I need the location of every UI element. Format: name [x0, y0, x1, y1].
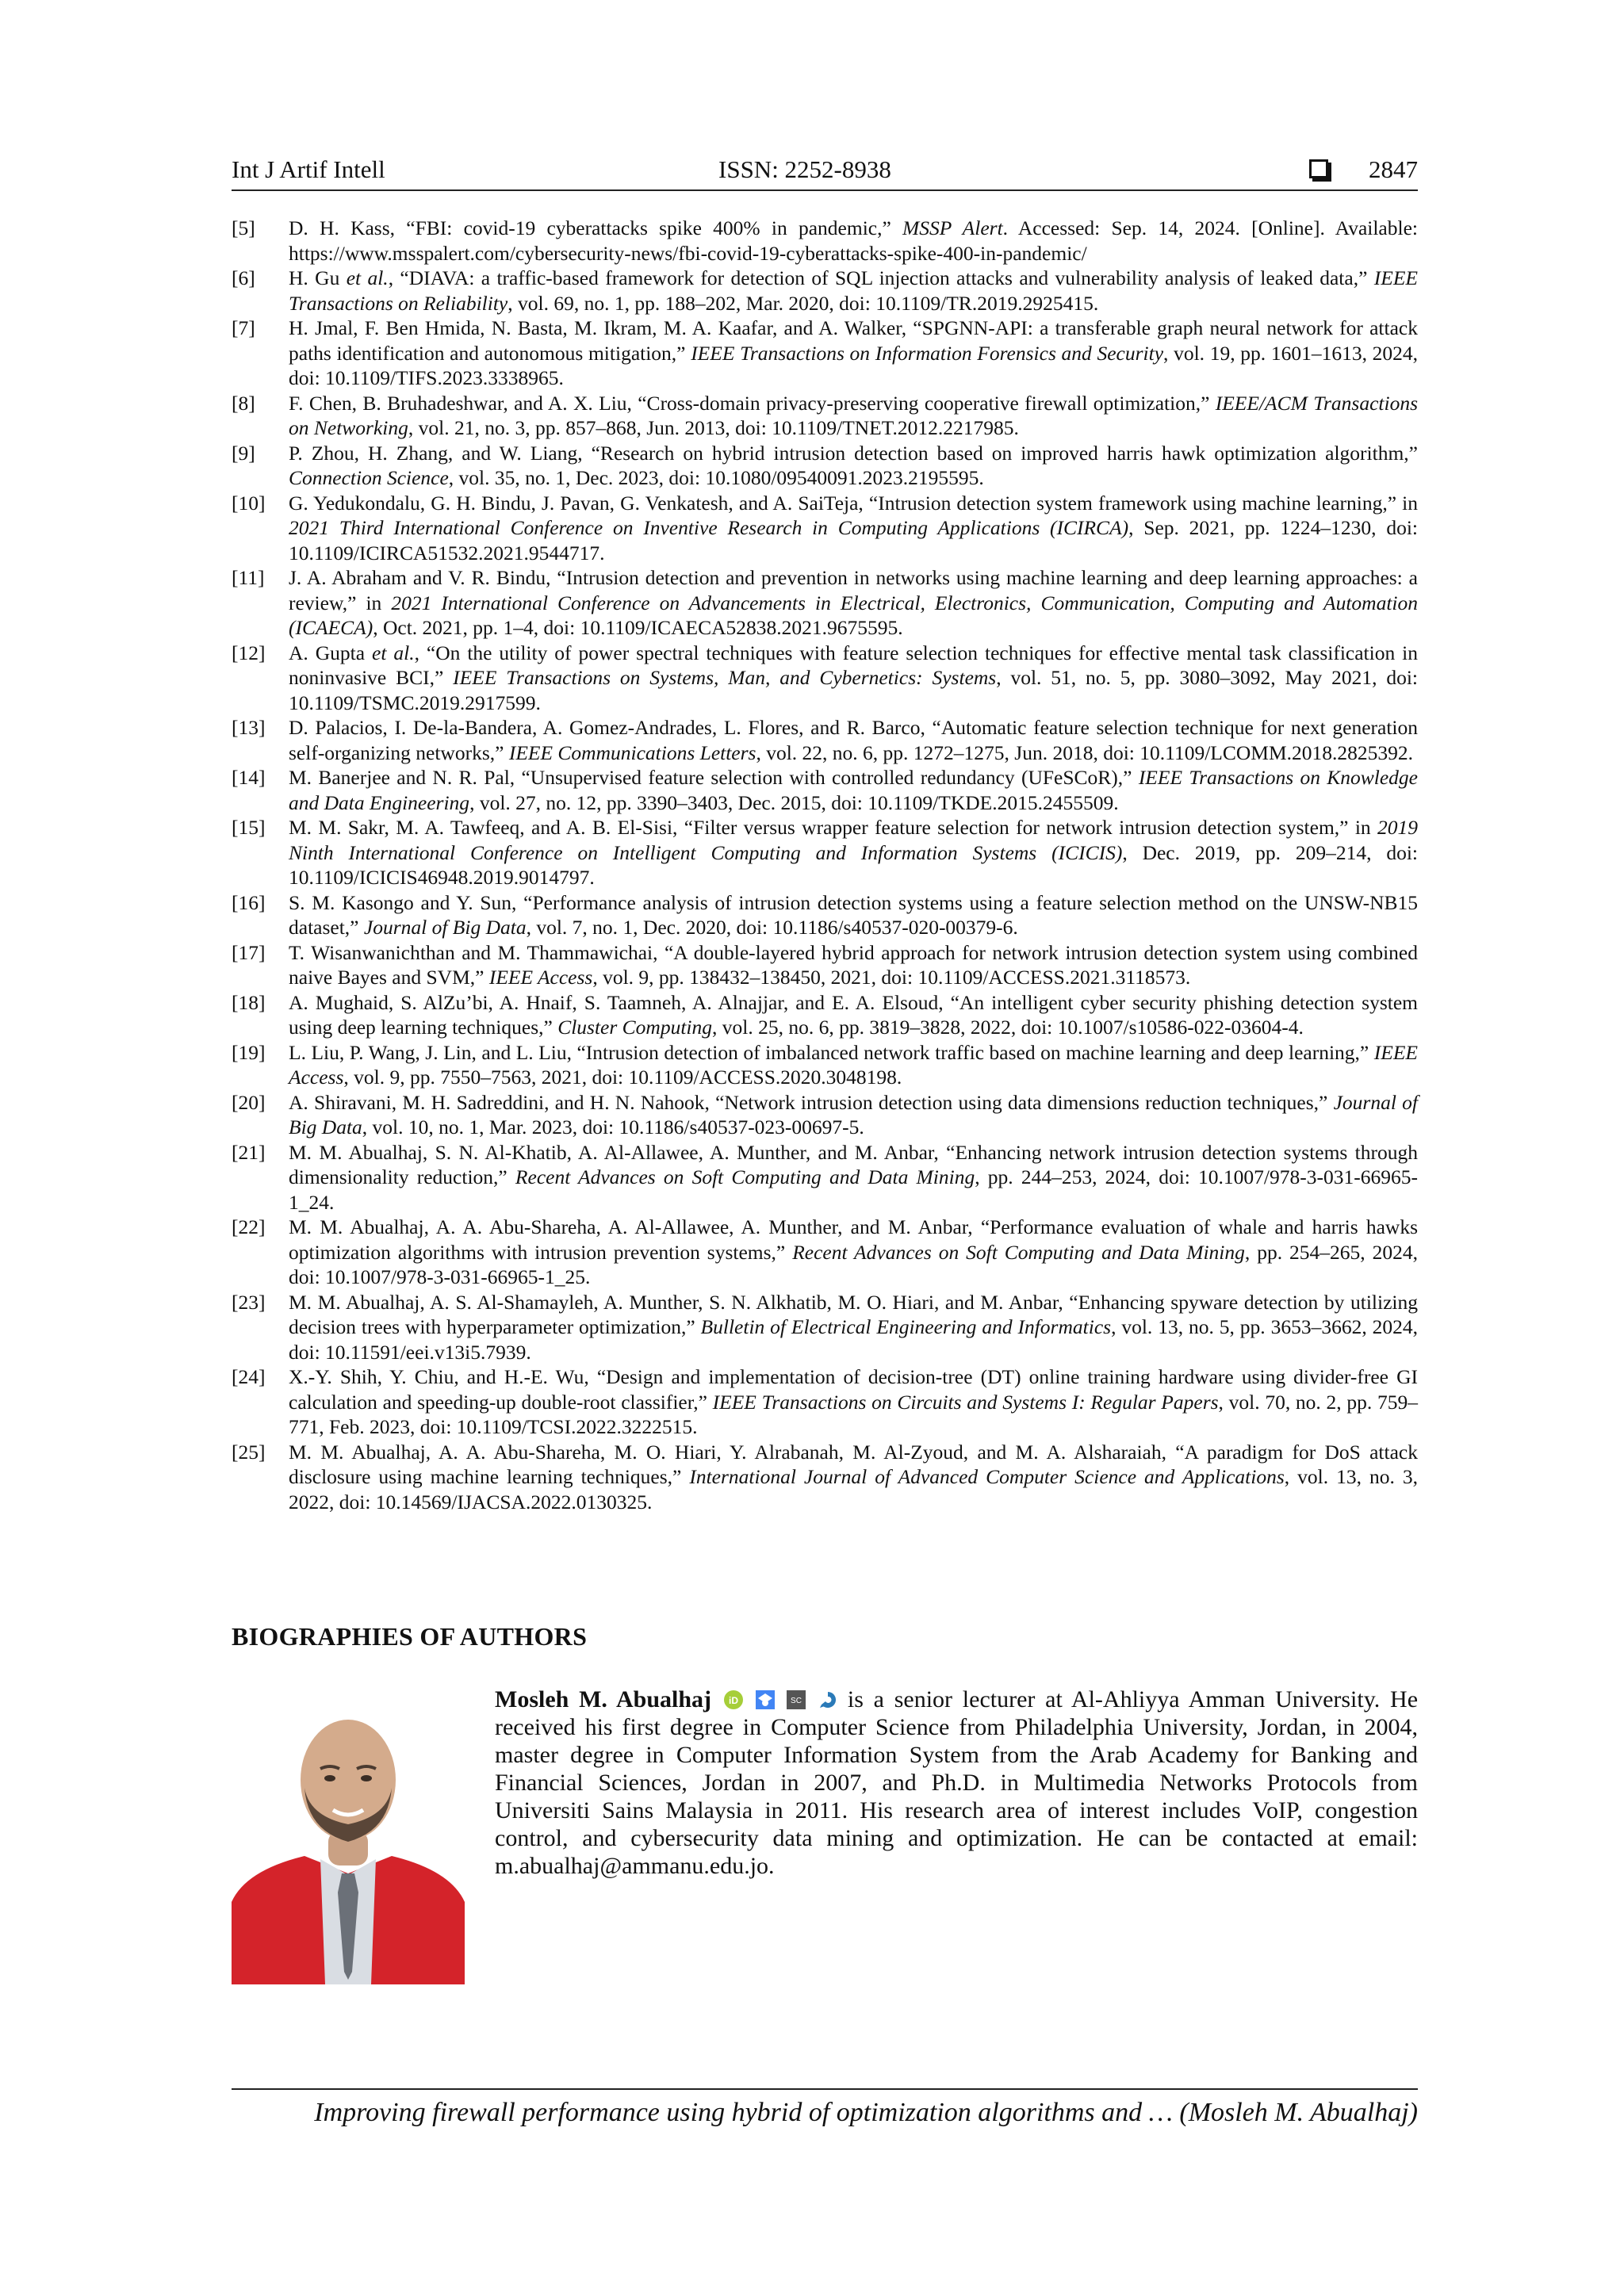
reference-item [232, 1364, 1418, 1440]
reference-number: [15] [232, 816, 266, 839]
reference-text: , vol. 10, no. 1, Mar. 2023, doi: 10.1186/s40537-023-00697-5. [362, 1115, 864, 1138]
reference-item [232, 990, 1418, 1040]
reference-text: J. A. Abraham and V. R. Bindu, “Intrusion detection and prevention in networks using machine learning and deep learning approaches: a review,” in [289, 566, 1418, 614]
reference-text: , vol. 9, pp. 7550–7563, 2021, doi: 10.1109/ACCESS.2020.3048198. [343, 1066, 902, 1089]
scopus-icon[interactable] [787, 1688, 806, 1707]
reference-text: , “DIAVA: a traffic-based framework for detection of SQL injection attacks and vulnerability analysis of leaked data,” [388, 266, 1374, 289]
reference-item [232, 1215, 1418, 1290]
reference-text: , pp. 244–253, 2024, doi: 10.1007/978-3-031-66965-1_24. [289, 1165, 1418, 1214]
orcid-icon[interactable] [724, 1688, 743, 1707]
reference-item [232, 266, 1418, 316]
reference-text: P. Zhou, H. Zhang, and W. Liang, “Research on hybrid intrusion detection based on improved harris hawk optimization algorithm,” [289, 441, 1418, 465]
square-bullet-icon [1309, 159, 1328, 178]
reference-venue: International Journal of Advanced Computer Science and Applications [689, 1465, 1285, 1488]
author-name: Mosleh M. Abualhaj [495, 1686, 712, 1712]
reference-venue: Recent Advances on Soft Computing and Data Mining [792, 1240, 1245, 1264]
reference-number: [11] [232, 566, 265, 589]
reference-number: [24] [232, 1365, 266, 1388]
reference-number: [12] [232, 641, 266, 664]
reference-list [232, 216, 1418, 1514]
reference-text: A. Mughaid, S. AlZu’bi, A. Hnaif, S. Taamneh, A. Alnajjar, and E. A. Elsoud, “An intelligent cyber security phishing detection system using deep learning techniques,” [289, 990, 1418, 1039]
reference-text: , vol. 69, no. 1, pp. 188–202, Mar. 2020, doi: 10.1109/TR.2019.2925415. [508, 291, 1099, 315]
reference-number: [25] [232, 1440, 266, 1464]
page-number: 2847 [1369, 155, 1418, 183]
reference-text: M. M. Abualhaj, S. N. Al-Khatib, A. Al-Allawee, A. Munther, and M. Anbar, “Enhancing network intrusion detection systems through dimensionality reduction,” [289, 1140, 1418, 1188]
google-scholar-icon[interactable] [756, 1688, 775, 1707]
reference-item [232, 715, 1418, 765]
reference-text: , vol. 13, no. 3, 2022, doi: 10.14569/IJACSA.2022.0130325. [289, 1465, 1418, 1513]
reference-text: , vol. 25, no. 6, pp. 3819–3828, 2022, doi: 10.1007/s10586-022-03604-4. [712, 1016, 1304, 1039]
reference-venue: IEEE Transactions on Circuits and Systems I: Regular Papers [712, 1390, 1219, 1414]
reference-venue: MSSP Alert [902, 216, 1003, 239]
reference-venue: Journal of Big Data [289, 1090, 1418, 1138]
reference-text: H. Gu [289, 266, 347, 289]
reference-text: M. M. Sakr, M. A. Tawfeeq, and A. B. El-Sisi, “Filter versus wrapper feature selection for network intrusion detection system,” in [289, 816, 1377, 839]
reference-number: [21] [232, 1140, 266, 1164]
reference-item [232, 940, 1418, 990]
reference-item [232, 316, 1418, 391]
reference-venue: IEEE Transactions on Knowledge and Data Engineering [289, 766, 1418, 814]
reference-text: , vol. 27, no. 12, pp. 3390–3403, Dec. 2015, doi: 10.1109/TKDE.2015.2455509. [469, 790, 1119, 814]
reference-number: [9] [232, 441, 255, 465]
reference-text: , Sep. 2021, pp. 1224–1230, doi: 10.1109/ICIRCA51532.2021.9544717. [289, 516, 1418, 564]
publons-icon[interactable] [818, 1688, 837, 1707]
reference-number: [19] [232, 1040, 266, 1064]
reference-text: , vol. 19, pp. 1601–1613, 2024, doi: 10.1109/TIFS.2023.3338965. [289, 341, 1419, 389]
reference-item [232, 491, 1418, 566]
reference-text: F. Chen, B. Bruhadeshwar, and A. X. Liu, “Cross-domain privacy-preserving cooperative firewall optimization,” [289, 391, 1216, 415]
reference-number: [5] [232, 216, 255, 239]
reference-text: , Oct. 2021, pp. 1–4, doi: 10.1109/ICAECA52838.2021.9675595. [373, 616, 903, 639]
scopus-icon-label: SC [791, 1697, 802, 1705]
reference-text: , vol. 7, no. 1, Dec. 2020, doi: 10.1186/s40537-020-00379-6. [526, 916, 1018, 939]
reference-item [232, 1440, 1418, 1515]
reference-text: G. Yedukondalu, G. H. Bindu, J. Pavan, G. Venkatesh, and A. SaiTeja, “Intrusion detection system framework using machine learning,” in [289, 491, 1418, 515]
reference-item [232, 890, 1418, 940]
reference-text: L. Liu, P. Wang, J. Lin, and L. Liu, “Intrusion detection of imbalanced network traffic based on machine learning and deep learning,” [289, 1040, 1374, 1064]
reference-item [232, 815, 1418, 890]
journal-name: Int J Artif Intell [232, 155, 385, 183]
author-portrait-image [232, 1694, 465, 1984]
reference-item [232, 565, 1418, 641]
reference-venue: IEEE Communications Letters [508, 740, 756, 764]
reference-text: H. Jmal, F. Ben Hmida, N. Basta, M. Ikram, M. A. Kaafar, and A. Walker, “SPGNN-API: a transferable graph neural network for attack paths identification and autonomous mitigation,” [289, 316, 1418, 365]
issn: ISSN: 2252-8938 [718, 155, 891, 183]
reference-venue: IEEE Transactions on Reliability [289, 266, 1418, 315]
reference-venue: IEEE Access [289, 1040, 1418, 1089]
reference-text: , vol. 70, no. 2, pp. 759–771, Feb. 2023, doi: 10.1109/TCSI.2022.3222515. [289, 1390, 1418, 1438]
reference-venue: Connection Science [289, 466, 449, 489]
reference-text: M. Banerjee and N. R. Pal, “Unsupervised feature selection with controlled redundancy (UFeSCoR),” [289, 766, 1139, 789]
footer-rule [232, 2088, 1418, 2090]
reference-item [232, 441, 1418, 491]
biography-text: is a senior lecturer at Al-Ahliyya Amman University. He received his first degree in Computer Science from Philadelphia University, Jordan, in 2004, master degree in Computer Information System from the Arab Academy for Banking and Financial Sciences, Jordan in 2007, and Ph.D. in Multimedia Networks Protocols from Universiti Sains Malaysia in 2011. His research area of interest includes VoIP, congestion control, and cybersecurity data mining and optimization. He can be contacted at email: m.abualhaj@ammanu.edu.jo. [495, 1686, 1419, 1879]
reference-text: , vol. 22, no. 6, pp. 1272–1275, Jun. 2018, doi: 10.1109/LCOMM.2018.2825392. [756, 740, 1414, 764]
reference-number: [16] [232, 890, 266, 914]
reference-number: [8] [232, 391, 255, 415]
reference-text: M. M. Abualhaj, A. A. Abu-Shareha, M. O. Hiari, Y. Alrabanah, M. Al-Zyoud, and M. A. Alsharaiah, “A paradigm for DoS attack disclosure using machine learning techniques,” [289, 1440, 1418, 1488]
reference-item [232, 1140, 1418, 1215]
reference-text: , Dec. 2019, pp. 209–214, doi: 10.1109/ICICIS46948.2019.9014797. [289, 840, 1418, 889]
header-rule [232, 189, 1418, 191]
reference-venue: IEEE Access [488, 966, 593, 989]
reference-venue: Recent Advances on Soft Computing and Data Mining [515, 1165, 975, 1188]
reference-item [232, 765, 1418, 815]
running-header [232, 155, 1418, 187]
reference-item [232, 1090, 1418, 1140]
reference-text: A. Gupta [289, 641, 373, 664]
reference-venue: et al. [346, 266, 389, 289]
reference-venue: Bulletin of Electrical Engineering and Informatics [700, 1315, 1112, 1338]
reference-text: , vol. 13, no. 5, pp. 3653–3662, 2024, doi: 10.11591/eei.v13i5.7939. [289, 1315, 1418, 1364]
running-footer-title: Improving firewall performance using hybrid of optimization algorithms and … (Mosleh M. Abualhaj) [314, 2098, 1418, 2127]
reference-venue: IEEE Transactions on Systems, Man, and Cybernetics: Systems [453, 666, 997, 689]
reference-venue: IEEE/ACM Transactions on Networking [289, 391, 1418, 439]
reference-venue: Journal of Big Data [363, 916, 527, 939]
reference-venue: IEEE Transactions on Information Forensics and Security [691, 341, 1164, 365]
reference-text: D. Palacios, I. De-la-Bandera, A. Gomez-Andrades, L. Flores, and R. Barco, “Automatic feature selection technique for next generation self-organizing networks,” [289, 716, 1418, 764]
reference-text: , vol. 35, no. 1, Dec. 2023, doi: 10.1080/09540091.2023.2195595. [448, 466, 984, 489]
author-photo [232, 1694, 465, 1984]
reference-item [232, 1290, 1418, 1365]
reference-text: , pp. 254–265, 2024, doi: 10.1007/978-3-031-66965-1_25. [289, 1240, 1418, 1288]
reference-venue: et al. [372, 641, 415, 664]
reference-text: . Accessed: Sep. 14, 2024. [Online]. Available: https://www.msspalert.com/cybersecurity-news/fbi-covid-19-cyberattacks-spike-400-in-pandemic/ [289, 216, 1418, 265]
reference-number: [14] [232, 766, 266, 789]
reference-venue: Cluster Computing [557, 1016, 712, 1039]
reference-number: [22] [232, 1215, 266, 1238]
reference-text: T. Wisanwanichthan and M. Thammawichai, “A double-layered hybrid approach for network intrusion detection system using combined naive Bayes and SVM,” [289, 940, 1418, 989]
reference-item [232, 1040, 1418, 1090]
reference-text: X.-Y. Shih, Y. Chiu, and H.-E. Wu, “Design and implementation of decision-tree (DT) online training hardware using divider-free GI calculation and speeding-up double-root classifier,” [289, 1365, 1418, 1414]
reference-venue: 2021 International Conference on Advancements in Electrical, Electronics, Communication, Computing and Automation (ICAECA) [289, 591, 1418, 639]
reference-item [232, 641, 1418, 716]
reference-number: [23] [232, 1290, 266, 1314]
reference-text: M. M. Abualhaj, A. S. Al-Shamayleh, A. Munther, S. N. Alkhatib, M. O. Hiari, and M. Anbar, “Enhancing spyware detection by utilizing decision trees with hyperparameter optimization,” [289, 1290, 1418, 1338]
reference-number: [13] [232, 716, 266, 739]
reference-number: [20] [232, 1090, 266, 1114]
author-biography [495, 1686, 1418, 1880]
reference-venue: 2021 Third International Conference on Inventive Research in Computing Applications (ICIRCA) [289, 516, 1129, 539]
reference-number: [10] [232, 491, 266, 515]
reference-text: , vol. 21, no. 3, pp. 857–868, Jun. 2013, doi: 10.1109/TNET.2012.2217985. [408, 416, 1019, 439]
svg-text:iD: iD [728, 1695, 738, 1706]
reference-item [232, 391, 1418, 441]
reference-venue: 2019 Ninth International Conference on Intelligent Computing and Information Systems (ICICIS) [289, 816, 1418, 864]
reference-text: M. M. Abualhaj, A. A. Abu-Shareha, A. Al-Allawee, A. Munther, and M. Anbar, “Performance evaluation of whale and harris hawks optimization algorithms with intrusion prevention systems,” [289, 1215, 1418, 1264]
reference-text: , vol. 9, pp. 138432–138450, 2021, doi: 10.1109/ACCESS.2021.3118573. [592, 966, 1191, 989]
reference-text: A. Shiravani, M. H. Sadreddini, and H. N. Nahook, “Network intrusion detection using data dimensions reduction techniques,” [289, 1090, 1334, 1114]
reference-number: [6] [232, 266, 255, 289]
reference-item [232, 216, 1418, 266]
reference-text: , “On the utility of power spectral techniques with feature selection techniques for effective mental task classification in noninvasive BCI,” [289, 641, 1418, 689]
reference-number: [7] [232, 316, 255, 339]
reference-number: [18] [232, 990, 266, 1014]
biographies-heading: BIOGRAPHIES OF AUTHORS [232, 1622, 588, 1651]
reference-text: S. M. Kasongo and Y. Sun, “Performance analysis of intrusion detection systems using a feature selection method on the UNSW-NB15 dataset,” [289, 890, 1418, 939]
reference-number: [17] [232, 940, 266, 964]
reference-text: , vol. 51, no. 5, pp. 3080–3092, May 2021, doi: 10.1109/TSMC.2019.2917599. [289, 666, 1419, 714]
reference-text: D. H. Kass, “FBI: covid-19 cyberattacks spike 400% in pandemic,” [289, 216, 903, 239]
